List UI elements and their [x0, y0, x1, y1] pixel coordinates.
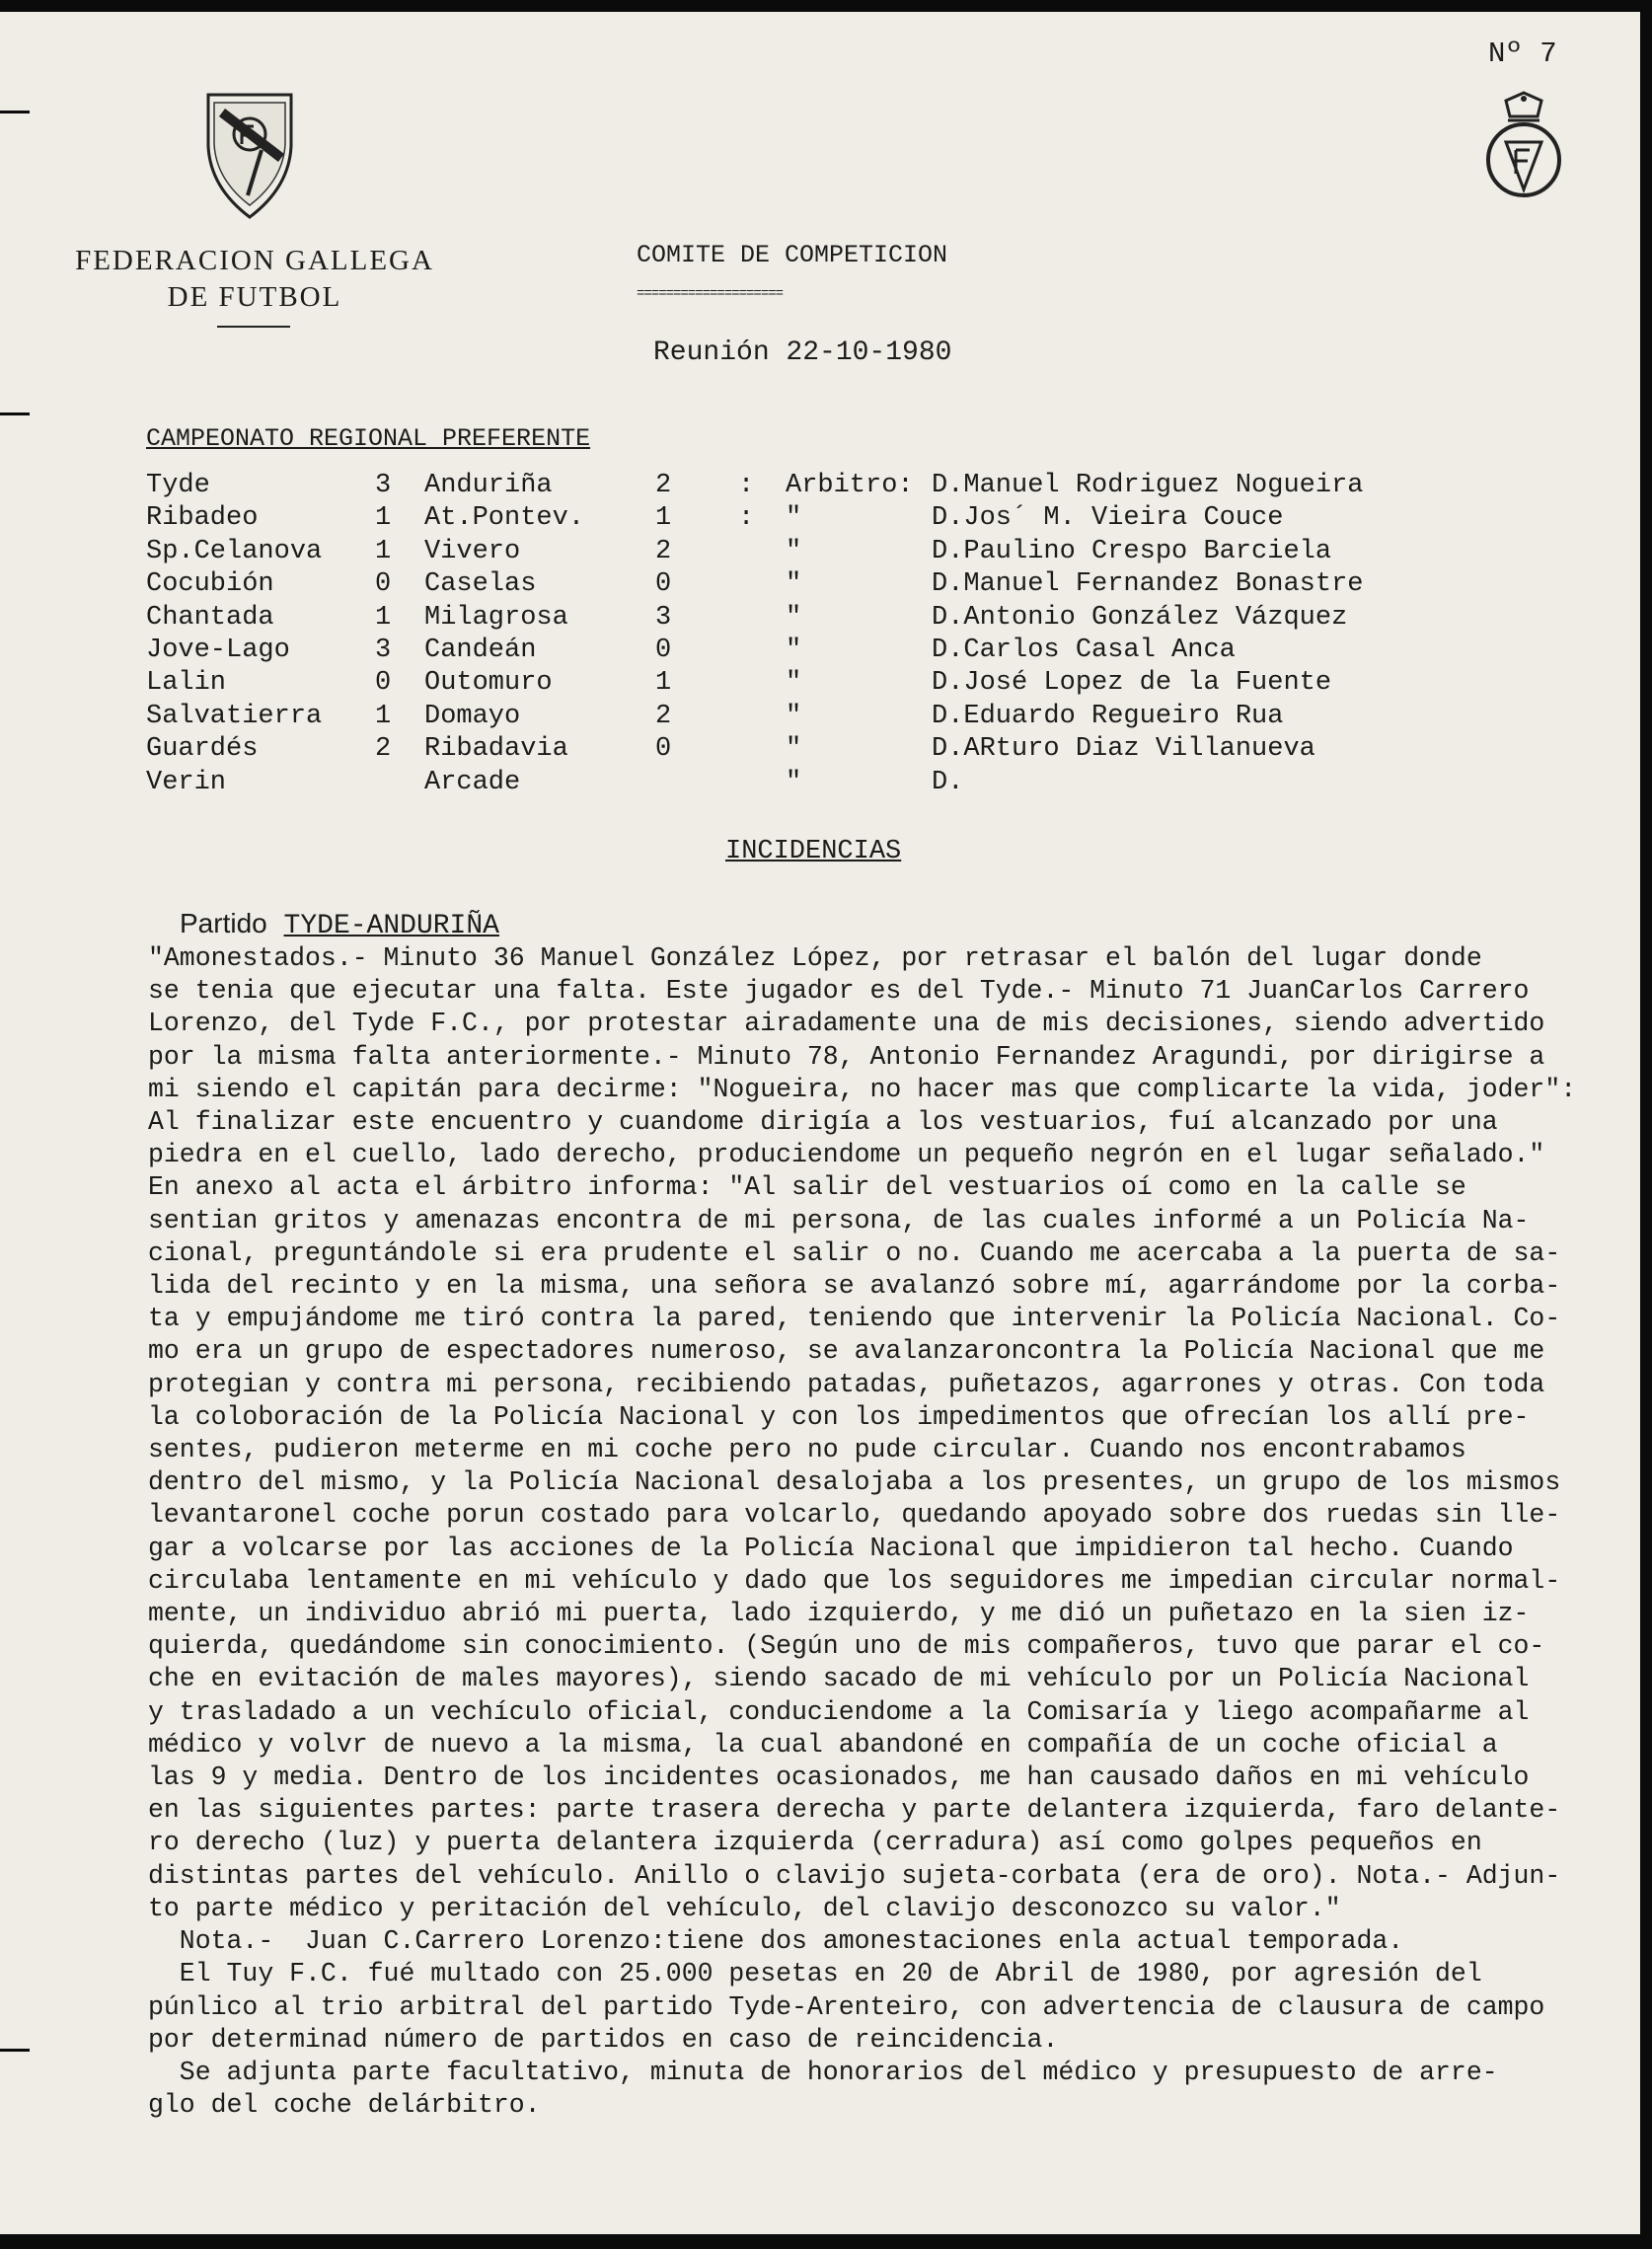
report-line: mente, un individuo abrió mi puerta, lado izquierdo, y me dió un puñetazo en la sien iz-	[148, 1599, 1530, 1629]
report-line: mi siendo el capitán para decirme: "Nogueira, no hacer mas que complicarte la vida, joder":	[148, 1074, 1577, 1104]
report-line: las 9 y media. Dentro de los incidentes ocasionados, me han causado daños en mi vehículo	[148, 1762, 1530, 1793]
home-score: 0	[375, 668, 392, 699]
referee-label: "	[786, 636, 802, 665]
away-score: 0	[655, 636, 672, 665]
referee-name: D.Paulino Crespo Barciela	[932, 536, 1332, 566]
report-line: "Amonestados.- Minuto 36 Manuel González López, por retrasar el balón del lugar donde	[148, 943, 1482, 973]
home-score: 1	[375, 536, 392, 566]
referee-label: "	[786, 569, 802, 600]
away-score: 2	[655, 701, 672, 731]
away-team: Anduriña	[424, 471, 553, 500]
federation-shield-logo	[202, 89, 297, 223]
home-score: 1	[375, 602, 392, 633]
report-line: quierda, quedándome sin conocimiento. (Según uno de mis compañeros, tuvo que parar el co-	[148, 1631, 1545, 1662]
away-score: 1	[655, 668, 672, 699]
away-score: 1	[655, 503, 672, 534]
report-line: Al finalizar este encuentro y cuandome dirigía a los vestuarios, fuí alcanzado por una	[148, 1107, 1498, 1138]
federation-divider	[217, 326, 290, 328]
binding-hole-mark	[0, 412, 30, 415]
away-score: 0	[655, 569, 672, 600]
committee-double-rule: ====================	[637, 286, 784, 302]
home-team: Tyde	[146, 471, 210, 500]
report-line: ta y empujándome me tiró contra la pared, teniendo que intervenir la Policía Nacional. Co-	[148, 1304, 1561, 1334]
report-line: se tenia que ejecutar una falta. Este jugador es del Tyde.- Minuto 71 JuanCarlos Carrero	[148, 976, 1530, 1007]
away-team: Outomuro	[424, 668, 553, 699]
referee-label: "	[786, 668, 802, 699]
away-team: At.Pontev.	[424, 503, 585, 534]
referee-name: D.Antonio González Vázquez	[932, 602, 1348, 633]
incident-report-text	[148, 942, 1628, 2122]
home-team: Salvatierra	[146, 701, 323, 731]
home-team: Sp.Celanova	[146, 536, 323, 566]
binding-hole-mark	[0, 2049, 30, 2052]
report-line: levantaronel coche porun costado para volcarlo, quedando apoyado sobre dos ruedas sin lle-	[148, 1500, 1561, 1531]
federation-name-line1: FEDERACION GALLEGA	[75, 245, 434, 276]
away-score: 2	[655, 471, 672, 500]
report-line: to parte médico y peritación del vehículo, del clavijo desconozco su valor."	[148, 1893, 1341, 1923]
report-line: che en evitación de males mayores), siendo sacado de mi vehículo por un Policía Nacional	[148, 1664, 1530, 1694]
report-line: por determinad número de partidos en caso de reincidencia.	[148, 2024, 1059, 2055]
away-team: Milagrosa	[424, 602, 568, 633]
report-line: médico y volvr de nuevo a la misma, la cual abandoné en compañía de un coche oficial a	[148, 1729, 1498, 1760]
away-score: 3	[655, 602, 672, 633]
match-heading	[180, 908, 499, 941]
report-line: púnlico al trio arbitral del partido Tyde-Arenteiro, con advertencia de clausura de campo	[148, 1991, 1545, 2022]
report-line: ro derecho (luz) y puerta delantera izquierda (cerradura) así como golpes pequeños en	[148, 1828, 1482, 1858]
referee-name: D.Carlos Casal Anca	[932, 636, 1236, 665]
away-score: 0	[655, 734, 672, 765]
report-line: y trasladado a un vechículo oficial, conduciendome a la Comisaría y liego acompañarme al	[148, 1696, 1530, 1727]
home-team: Guardés	[146, 734, 259, 765]
referee-name: D.José Lopez de la Fuente	[932, 668, 1332, 699]
away-team: Vivero	[424, 536, 521, 566]
report-line: distintas partes del vehículo. Anillo o clavijo sujeta-corbata (era de oro). Nota.- Adjun-	[148, 1860, 1561, 1891]
report-line: piedra en el cuello, lado derecho, produciendome un pequeño negrón en el lugar señalado."	[148, 1140, 1545, 1170]
home-team: Cocubión	[146, 569, 274, 600]
spanish-federation-crown-logo	[1478, 91, 1569, 201]
report-line: por la misma falta anteriormente.- Minuto 78, Antonio Fernandez Aragundi, por dirigirse a	[148, 1041, 1545, 1072]
home-team: Jove-Lago	[146, 636, 290, 665]
report-line: mo era un grupo de espectadores numeroso, se avalanzaroncontra la Policía Nacional que me	[148, 1336, 1545, 1367]
federation-name-line2: DE FUTBOL	[167, 281, 342, 313]
referee-name: D.Manuel Fernandez Bonastre	[932, 569, 1364, 600]
home-score: 2	[375, 734, 392, 765]
report-line: gar a volcarse por las acciones de la Policía Nacional que impidieron tal hecho. Cuando	[148, 1533, 1514, 1563]
away-score: 2	[655, 536, 672, 566]
referee-name: D.Jos´ M. Vieira Couce	[932, 503, 1284, 534]
referee-label: "	[786, 734, 802, 765]
committee-title: COMITE DE COMPETICION	[637, 241, 948, 269]
home-score: 1	[375, 503, 392, 534]
referee-label: Arbitro:	[786, 471, 914, 500]
binding-hole-mark	[0, 111, 30, 113]
report-line: sentian gritos y amenazas encontra de mi persona, de las cuales informé a un Policía Na-	[148, 1205, 1530, 1236]
away-team: Arcade	[424, 767, 521, 797]
home-team: Ribadeo	[146, 503, 259, 534]
federation-name	[57, 243, 452, 316]
home-score: 1	[375, 701, 392, 731]
referee-label: "	[786, 602, 802, 633]
separator-colon: :	[738, 471, 755, 500]
separator-colon: :	[738, 503, 755, 534]
referee-name: D.Eduardo Regueiro Rua	[932, 701, 1284, 731]
report-line: lida del recinto y en la misma, una señora se avalanzó sobre mí, agarrándome por la corba-	[148, 1271, 1561, 1302]
home-team: Lalin	[146, 668, 227, 699]
report-line: sentes, pudieron meterme en mi coche pero no pude circular. Cuando nos encontrabamos	[148, 1435, 1466, 1465]
away-team: Candeán	[424, 636, 537, 665]
match-name: TYDE-ANDURIÑA	[283, 911, 499, 941]
report-line: en las siguientes partes: parte trasera derecha y parte delantera izquierda, faro delante-	[148, 1795, 1561, 1826]
home-team: Verin	[146, 767, 227, 797]
report-line: cional, preguntándole si era prudente el salir o no. Cuando me acercaba a la puerta de sa-	[148, 1237, 1561, 1268]
match-label: Partido	[180, 908, 267, 938]
referee-label: "	[786, 767, 802, 797]
report-line: Se adjunta parte facultativo, minuta de honorarios del médico y presupuesto de arre-	[148, 2057, 1498, 2087]
report-line: Nota.- Juan C.Carrero Lorenzo:tiene dos amonestaciones enla actual temporada.	[148, 1926, 1404, 1957]
away-team: Domayo	[424, 701, 521, 731]
report-line: circulaba lentamente en mi vehículo y dado que los seguidores me impedian circular normal-	[148, 1565, 1561, 1596]
referee-label: "	[786, 503, 802, 534]
home-team: Chantada	[146, 602, 274, 633]
report-line: glo del coche delárbitro.	[148, 2090, 541, 2121]
report-line: El Tuy F.C. fué multado con 25.000 pesetas en 20 de Abril de 1980, por agresión del	[148, 1959, 1482, 1989]
report-line: En anexo al acta el árbitro informa: "Al salir del vestuarios oí como en la calle se	[148, 1172, 1466, 1203]
away-team: Caselas	[424, 569, 537, 600]
home-score: 3	[375, 636, 392, 665]
referee-name: D.ARturo Diaz Villanueva	[932, 734, 1315, 765]
report-line: protegian y contra mi persona, recibiendo patadas, puñetazos, agarrones y otras. Con toda	[148, 1369, 1545, 1399]
home-score: 3	[375, 471, 392, 500]
referee-name: D.Manuel Rodriguez Nogueira	[932, 471, 1364, 500]
report-line: la coloboración de la Policía Nacional y con los impedimentos que ofrecían los allí pre-	[148, 1401, 1530, 1432]
referee-name: D.	[932, 767, 964, 797]
report-line: Lorenzo, del Tyde F.C., por protestar airadamente una de mis decisiones, siendo advertido	[148, 1009, 1545, 1039]
report-line: dentro del mismo, y la Policía Nacional desalojaba a los presentes, un grupo de los mismos	[148, 1467, 1561, 1498]
away-team: Ribadavia	[424, 734, 568, 765]
referee-label: "	[786, 701, 802, 731]
referee-label: "	[786, 536, 802, 566]
home-score: 0	[375, 569, 392, 600]
document-number: Nº 7	[1488, 37, 1557, 70]
meeting-date: Reunión 22-10-1980	[653, 337, 952, 368]
championship-title: CAMPEONATO REGIONAL PREFERENTE	[146, 424, 591, 453]
incidents-title: INCIDENCIAS	[725, 837, 902, 866]
